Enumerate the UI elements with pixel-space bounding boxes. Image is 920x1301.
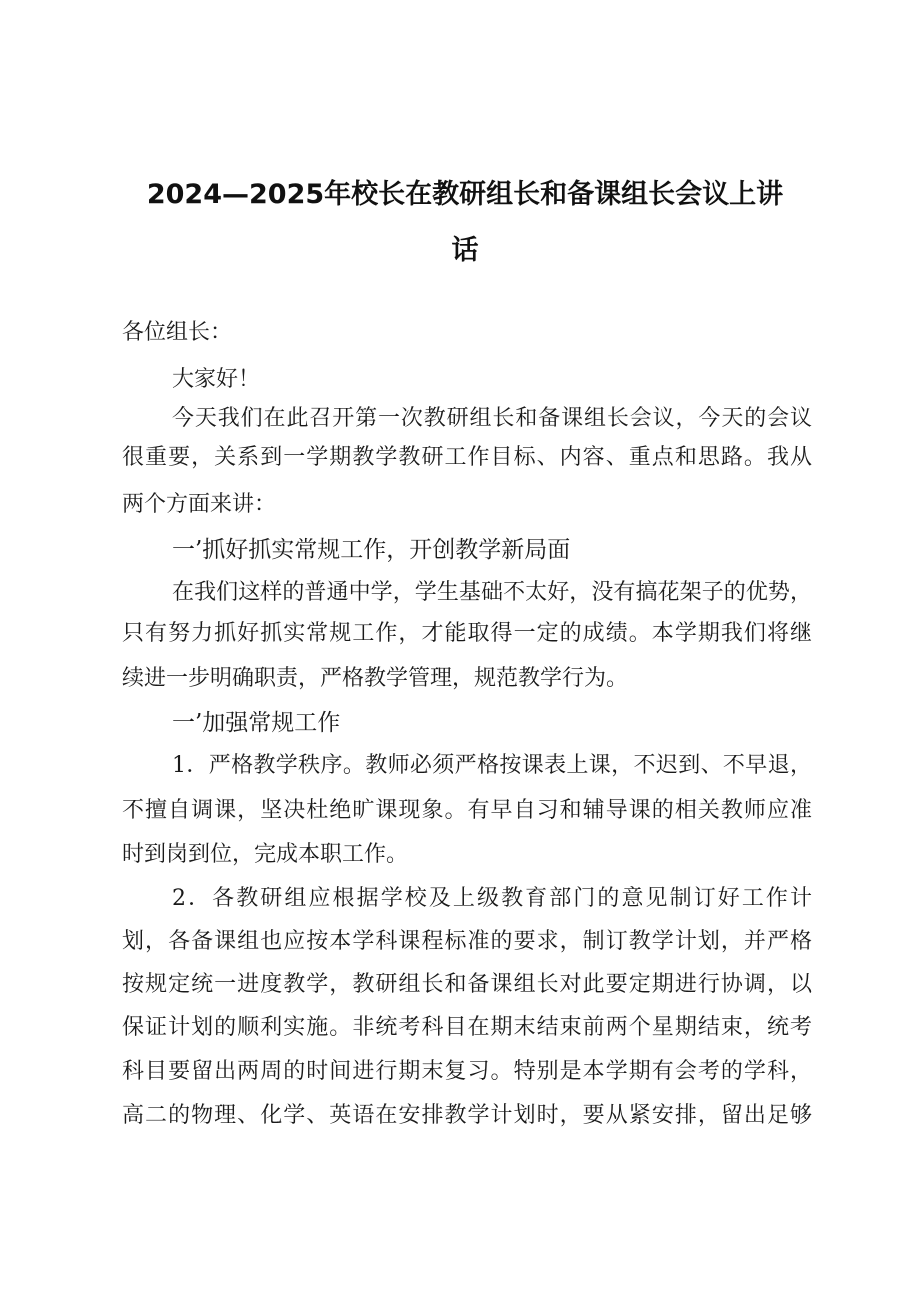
- item-1-line-1: 1．严格教学秩序。教师必须严格按课表上课，不迟到、不早退，: [172, 753, 812, 778]
- item-2-line-5: 科目要留出两周的时间进行期末复习。特别是本学期有会考的学科，: [122, 1059, 812, 1084]
- item-2-line-3: 按规定统一进度教学，教研组长和备课组长对此要定期进行协调，以: [122, 972, 812, 997]
- intro-line-1: 今天我们在此召开第一次教研组长和备课组长会议，今天的会议: [172, 406, 812, 431]
- item-2-line-1: 2．各教研组应根据学校及上级教育部门的意见制订好工作计: [172, 886, 812, 911]
- intro-line-3: 两个方面来讲：: [122, 492, 277, 517]
- greeting: 大家好！: [172, 367, 261, 392]
- section-1-para-line-2: 只有努力抓好抓实常规工作，才能取得一定的成绩。本学期我们将继: [122, 621, 812, 646]
- document-title-line-2: 话: [451, 235, 479, 266]
- section-1-para-line-1: 在我们这样的普通中学，学生基础不太好，没有搞花架子的优势，: [172, 580, 812, 605]
- intro-line-2: 很重要，关系到一学期教学教研工作目标、内容、重点和思路。我从: [122, 445, 812, 470]
- item-2-line-2: 划，各备课组也应按本学科课程标准的要求，制订教学计划，并严格: [122, 929, 812, 954]
- document-title-line-1: 2024—2025年校长在教研组长和备课组长会议上讲: [146, 179, 784, 210]
- subsection-heading: 一’加强常规工作: [172, 710, 341, 736]
- item-2-line-6: 高二的物理、化学、英语在安排教学计划时，要从紧安排，留出足够: [122, 1103, 812, 1128]
- item-1-line-3: 时到岗到位，完成本职工作。: [122, 842, 409, 867]
- section-1-para-line-3: 续进一步明确职责，严格教学管理，规范教学行为。: [122, 666, 629, 691]
- section-1-heading: 一’抓好抓实常规工作，开创教学新局面: [172, 537, 571, 563]
- item-2-line-4: 保证计划的顺利实施。非统考科目在期末结束前两个星期结束，统考: [122, 1015, 812, 1040]
- salutation: 各位组长：: [122, 320, 233, 345]
- item-1-line-2: 不擅自调课，坚决杜绝旷课现象。有早自习和辅导课的相关教师应准: [122, 798, 812, 823]
